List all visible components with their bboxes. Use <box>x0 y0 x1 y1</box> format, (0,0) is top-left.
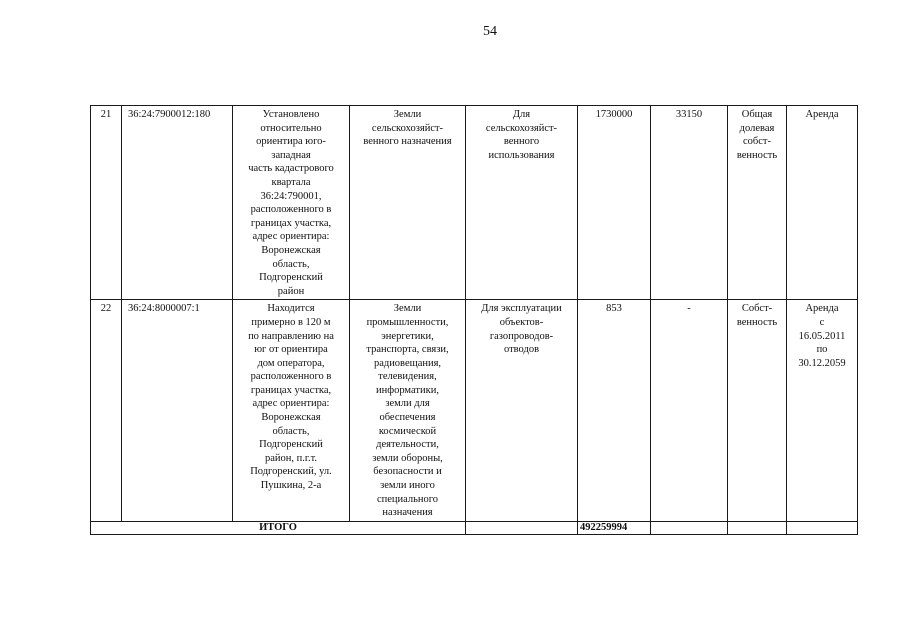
cadastral-number-cell: 36:24:7900012:180 <box>122 106 233 300</box>
row-number-cell: 22 <box>91 300 122 522</box>
table-row <box>91 106 858 300</box>
total-row <box>91 521 858 534</box>
value-cell: - <box>651 300 728 522</box>
location-cell: Установлено относительно ориентира юго- западная часть кадастрового квартала 36:24:790001, расположенного в границах участка, адрес ориентира: Воронежская область, Подгоренский район <box>233 106 350 300</box>
total-area-value: 492259994 <box>578 521 651 534</box>
encumbrance-cell: Аренда с 16.05.2011 по 30.12.2059 <box>787 300 858 522</box>
land-category-cell: Земли сельскохозяйст- венного назначения <box>350 106 466 300</box>
row-number-cell: 21 <box>91 106 122 300</box>
table-row <box>91 300 858 522</box>
total-label: ИТОГО <box>91 521 466 534</box>
permitted-use-cell: Для эксплуатации объектов- газопроводов- отводов <box>466 300 578 522</box>
total-empty-cell <box>787 521 858 534</box>
total-empty-cell <box>728 521 787 534</box>
total-empty-cell <box>651 521 728 534</box>
value-cell: 33150 <box>651 106 728 300</box>
ownership-right-cell: Общая долевая собст- венность <box>728 106 787 300</box>
ownership-right-cell: Собст- венность <box>728 300 787 522</box>
permitted-use-cell: Для сельскохозяйст- венного использования <box>466 106 578 300</box>
location-cell: Находится примерно в 120 м по направлению на юг от ориентира дом оператора, расположенного в границах участка, адрес ориентира: Воронежская область, Подгоренский район, п.г.т. Подгоренский, ул. Пушкина, 2-а <box>233 300 350 522</box>
area-cell: 853 <box>578 300 651 522</box>
land-category-cell: Земли промышленности, энергетики, транспорта, связи, радиовещания, телевидения, информатики, земли для обеспечения космической деятельности, земли обороны, безопасности и земли иного специального назначения <box>350 300 466 522</box>
area-cell: 1730000 <box>578 106 651 300</box>
cadastral-number-cell: 36:24:8000007:1 <box>122 300 233 522</box>
encumbrance-cell: Аренда <box>787 106 858 300</box>
total-empty-cell <box>466 521 578 534</box>
page-number: 54 <box>483 24 497 39</box>
land-plots-table <box>90 105 858 535</box>
